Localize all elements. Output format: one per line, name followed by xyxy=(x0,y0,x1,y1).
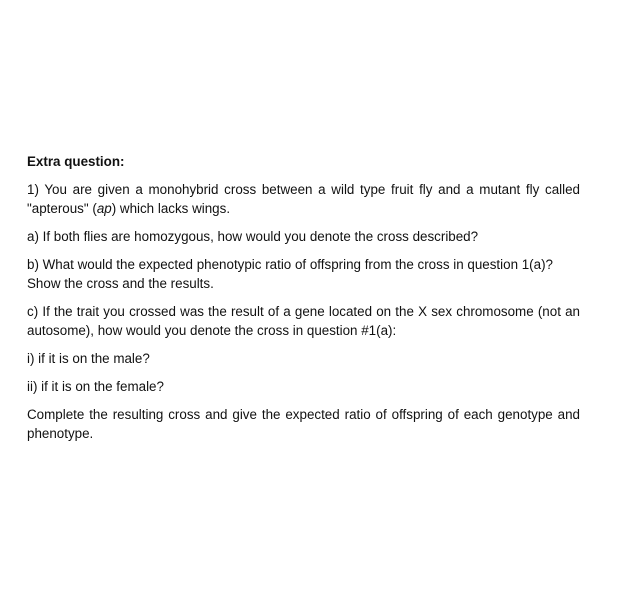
question-1b: b) What would the expected phenotypic ratio of offspring from the cross in question 1(a)? Show the cross and the results. xyxy=(27,257,553,291)
question-1-text-start: 1) You are given a monohybrid cross between a wild type fruit fly and a mutant fly called "apterous" ( xyxy=(27,182,580,216)
question-1a: a) If both flies are homozygous, how would you denote the cross described? xyxy=(27,229,479,244)
gene-symbol-ap: ap xyxy=(96,201,112,216)
extra-question-heading: Extra question: xyxy=(27,154,125,169)
question-1c: c) If the trait you crossed was the result of a gene located on the X sex chromosome (not an autosome), how would you denote the cross in question #1(a): xyxy=(27,304,580,338)
question-1-text-end: ) which lacks wings. xyxy=(111,201,231,216)
question-document xyxy=(27,152,580,452)
question-1 xyxy=(27,180,580,218)
question-1c-ii: ii) if it is on the female? xyxy=(27,379,164,394)
question-1c-i: i) if it is on the male? xyxy=(27,351,150,366)
final-instruction: Complete the resulting cross and give the expected ratio of offspring of each genotype and phenotype. xyxy=(27,407,580,441)
